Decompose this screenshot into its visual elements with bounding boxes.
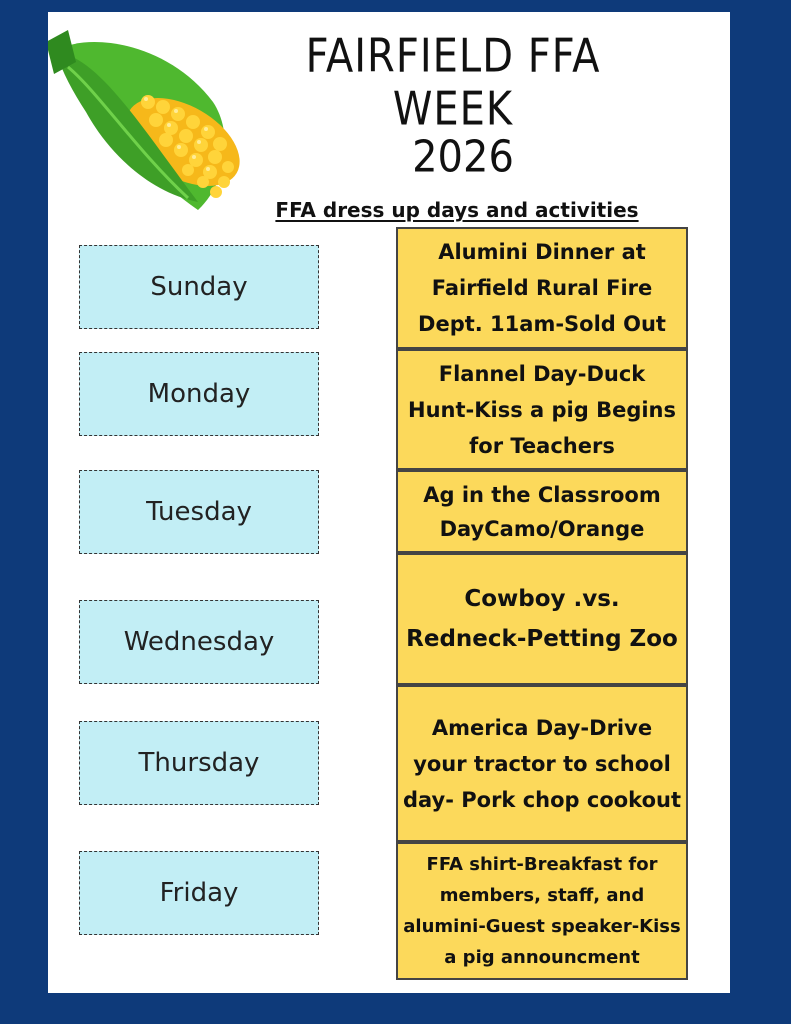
activity-sunday: Alumini Dinner at Fairfield Rural Fire Dept. 11am-Sold Out (396, 227, 688, 349)
page-subtitle: FFA dress up days and activities (275, 198, 639, 222)
day-friday: Friday (79, 851, 319, 935)
activity-thursday: America Day-Drive your tractor to school day- Pork chop cookout (396, 685, 688, 842)
page-title: FAIRFIELD FFA WEEK (305, 30, 601, 136)
corn-cob-icon (48, 12, 248, 212)
flyer-page (48, 12, 730, 993)
activity-monday: Flannel Day-Duck Hunt-Kiss a pig Begins for Teachers (396, 349, 688, 470)
activity-wednesday: Cowboy .vs. Redneck-Petting Zoo (396, 553, 688, 685)
activity-friday: FFA shirt-Breakfast for members, staff, and alumini-Guest speaker-Kiss a pig announcment (396, 842, 688, 980)
day-wednesday: Wednesday (79, 600, 319, 684)
day-thursday: Thursday (79, 721, 319, 805)
day-monday: Monday (79, 352, 319, 436)
day-sunday: Sunday (79, 245, 319, 329)
page-year: 2026 (412, 132, 514, 183)
activity-tuesday: Ag in the Classroom DayCamo/Orange (396, 470, 688, 553)
day-tuesday: Tuesday (79, 470, 319, 554)
